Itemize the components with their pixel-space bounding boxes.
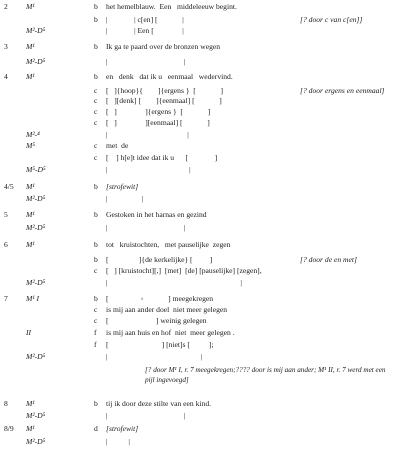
stage-letter: c [94,96,98,105]
apparatus-line [0,95,402,106]
variant-text: is mij aan huis en hof niet meer gelegen . [106,328,235,337]
stage-letter: b [94,240,98,249]
variant-text: [ ]{hoop}{ ]{ergens } [ ] [106,86,223,95]
variant-text: | | c[en] [ | [106,15,184,24]
line-number: 2 [4,2,8,11]
stage-letter: b [94,42,98,51]
witness-siglum: M¹ [26,42,35,51]
witness-siglum: M²-D⁵ [26,194,46,203]
witness-siglum: II [26,328,32,337]
variant-text: [ ] ]{ergens } [ ] [106,107,211,116]
witness-siglum: M²-D⁵ [26,352,46,361]
apparatus-line [0,193,402,204]
apparatus-line [0,304,402,315]
editorial-note-block: [? door M¹ I, r. 7 meegekregen;???? door is mij aan ander; M¹ II, r. 7 werd met een pijl ingevoegd] [145,366,386,384]
stage-letter: b [94,15,98,24]
line-number: 8 [4,399,8,408]
stage-letter: c [94,153,98,162]
variant-text: | | [106,278,242,287]
variant-text: [ ] [niet]s [ ]; [106,340,214,349]
apparatus-line [0,222,402,233]
line-number: 4 [4,72,8,81]
variant-text: [ ] ][eenmaal] [ ] [106,118,210,127]
stage-letter: c [94,141,98,150]
variant-text: is mij aan ander doel niet meer gelegen [106,305,228,314]
apparatus-line [0,254,402,265]
stage-letter: c [94,316,98,325]
variant-text: Gestoken in het harnas en gezind [106,210,207,219]
stage-letter: b [94,2,98,11]
variant-text: | | [106,352,203,361]
stage-letter: b [94,182,98,191]
witness-siglum: M¹ [26,240,35,249]
line-number: 8/9 [4,424,14,433]
variant-text: | | [106,194,144,203]
witness-siglum: M²-D⁵ [26,278,46,287]
apparatus-line [0,327,402,338]
stage-letter: b [94,399,98,408]
variant-text: [ ◦ ] meegekregen [106,294,214,303]
variant-text: [ ][denk] [ ]{eenmaal] [ ] [106,96,222,105]
stage-letter: c [94,107,98,116]
apparatus-line [0,209,402,220]
apparatus-line [0,436,402,447]
witness-siglum: M⁵ [26,141,35,150]
editorial-note: [? door c van c[en]] [300,15,363,24]
apparatus-line [0,117,402,128]
witness-siglum: M¹ [26,424,35,433]
editorial-note: [? door de en met] [300,255,357,264]
apparatus-line [0,129,402,140]
variant-text: | | [106,437,130,446]
editorial-note: [? door ergens en eenmaal] [300,86,385,95]
variant-text: | | [106,165,191,174]
apparatus-line [0,277,402,288]
apparatus-line [0,239,402,250]
apparatus-line [0,14,402,25]
variant-text: [strofewit] [106,424,139,433]
witness-siglum: M²-D⁵ [26,57,46,66]
variant-text: en denk dat ik u eenmaal wedervind. [106,72,233,81]
apparatus-line [0,140,402,151]
witness-siglum: M²-⁴ [26,130,40,139]
stage-letter: f [94,328,97,337]
variant-text: tot kruistochten, met pauselijke zegen [106,240,231,249]
witness-siglum: M¹ [26,182,35,191]
variant-text: het hemelblauw. Een middeleeuw begint. [106,2,237,11]
apparatus-line [0,181,402,192]
variant-text: | | [106,411,185,420]
witness-siglum: M²-D⁵ [26,437,46,446]
variant-text: [ ]{de kerkelijke} [ ] [106,255,213,264]
apparatus-line [0,339,402,350]
witness-siglum: M¹ I [26,294,40,303]
apparatus-line [0,293,402,304]
apparatus-line [0,423,402,434]
apparatus-line [0,71,402,82]
witness-siglum: M⁵-D⁵ [26,165,46,174]
stage-letter: b [94,210,98,219]
stage-letter: f [94,340,97,349]
witness-siglum: M¹ [26,210,35,219]
stage-letter: c [94,118,98,127]
apparatus-line [0,351,402,362]
witness-siglum: M¹ [26,399,35,408]
stage-letter: b [94,72,98,81]
line-number: 6 [4,240,8,249]
witness-siglum: M¹ [26,72,35,81]
witness-siglum: M²-D⁵ [26,411,46,420]
stage-letter: b [94,294,98,303]
variant-text: tij ik door deze stilte van een kind. [106,399,212,408]
apparatus-line [0,106,402,117]
stage-letter: d [94,424,98,433]
apparatus-line [0,25,402,36]
witness-siglum: M²-D⁵ [26,26,46,35]
witness-siglum: M²-D⁵ [26,223,46,232]
variant-text: | | [106,223,185,232]
stage-letter: c [94,86,98,95]
variant-text: [ ] weinig gelegen [106,316,207,325]
variant-text: met de [106,141,129,150]
variant-text: | | [106,57,185,66]
variant-text: | | Een [ | [106,26,184,35]
apparatus-line [0,41,402,52]
apparatus-line [0,1,402,12]
variant-text: | | [106,130,189,139]
variant-text: Ik ga te paard over de bronzen wegen [106,42,221,51]
apparatus-line [0,56,402,67]
stage-letter: c [94,305,98,314]
line-number: 7 [4,294,8,303]
line-number: 4/5 [4,182,14,191]
stage-letter: c [94,266,98,275]
apparatus-line [0,164,402,175]
apparatus-line [0,398,402,409]
apparatus-line [0,315,402,326]
line-number: 5 [4,210,8,219]
variant-text: [ ] h[e]t idee dat ik u [ ] [106,153,218,162]
witness-siglum: M¹ [26,2,35,11]
line-number: 3 [4,42,8,51]
apparatus-line [0,410,402,421]
stage-letter: b [94,255,98,264]
variant-text: [strofewit] [106,182,139,191]
variant-text: [ ] [kruistocht][,] [met] [de] [pauselijke] [zegen], [106,266,262,275]
apparatus-line [0,265,402,276]
apparatus-line [0,152,402,163]
